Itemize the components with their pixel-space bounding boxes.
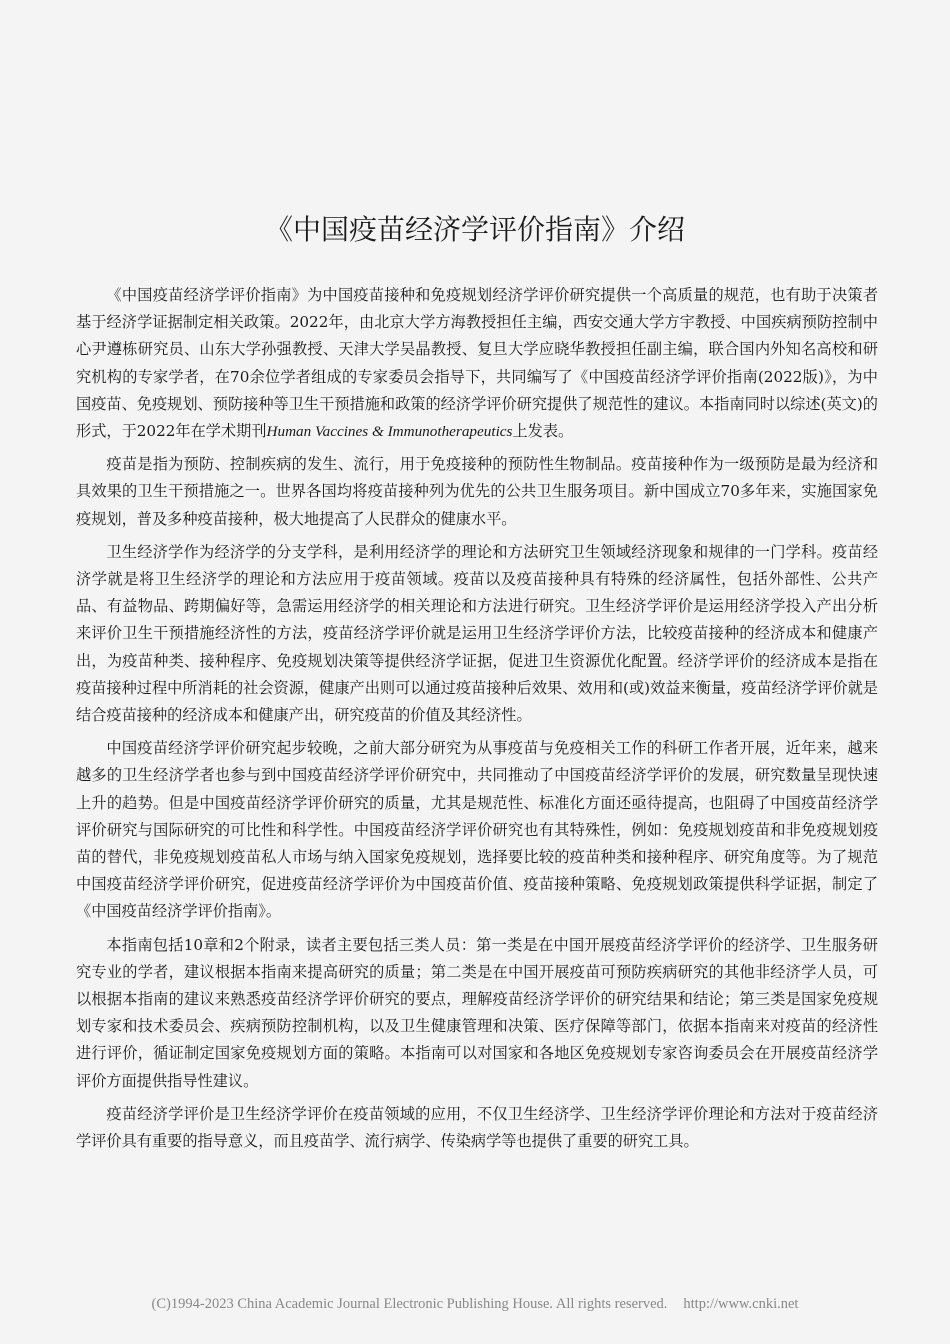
- paragraph-5: 本指南包括10章和2个附录，读者主要包括三类人员：第一类是在中国开展疫苗经济学评价的经济学、卫生服务研究专业的学者，建议根据本指南来提高研究的质量；第二类是在中国开展疫苗可预防疾病研究的其他非经济学人员，可以根据本指南的建议来熟悉疫苗经济学评价研究的要点，理解疫苗经济学评价的研究结果和结论；第三类是国家免疫规划专家和技术委员会、疾病预防控制机构，以及卫生健康管理和决策、医疗保障等部门，依据本指南来对疫苗的经济性进行评价，循证制定国家免疫规划方面的策略。本指南可以对国家和各地区免疫规划专家咨询委员会在开展疫苗经济学评价方面提供指导性建议。: [76, 935, 878, 1090]
- copyright-text: (C)1994-2023 China Academic Journal Electronic Publishing House. All rights reserved.: [151, 1296, 668, 1312]
- journal-name: Human Vaccines & Immunotherapeutics: [266, 423, 513, 441]
- paragraph-2: 疫苗是指为预防、控制疾病的发生、流行，用于免疫接种的预防性生物制品。疫苗接种作为一级预防是最为经济和具效果的卫生干预措施之一。世界各国均将疫苗接种列为优先的公共卫生服务项目。新中国成立70多年来，实施国家免疫规划，普及多种疫苗接种，极大地提高了人民群众的健康水平。: [76, 455, 878, 528]
- paragraph-6: 疫苗经济学评价是卫生经济学评价在疫苗领域的应用，不仅卫生经济学、卫生经济学评价理论和方法对于疫苗经济学评价具有重要的指导意义，而且疫苗学、流行病学、传染病学等也提供了重要的研究工具。: [76, 1104, 878, 1151]
- page-title: 《中国疫苗经济学评价指南》介绍: [264, 213, 685, 246]
- paragraph-1-text: 《中国疫苗经济学评价指南》为中国疫苗接种和免疫规划经济学评价研究提供一个高质量的规范，也有助于决策者基于经济学证据制定相关政策。2022年，由北京大学方海教授担任主编，西安交通大学方宇教授、中国疾病预防控制中心尹遵栋研究员、山东大学孙强教授、天津大学吴晶教授、复旦大学应晓华教授担任副主编，联合国内外知名高校和研究机构的专家学者，在70余位学者组成的专家委员会指导下，共同编写了《中国疫苗经济学评价指南(2022版)》，为中国疫苗、免疫规划、预防接种等卫生干预措施和政策的经济学评价研究提供了规范性的建议。本指南同时以综述(英文)的形式，于2022年在学术期刊: [76, 286, 878, 441]
- paragraph-1: [76, 282, 878, 445]
- article-body: [76, 282, 878, 1161]
- footer-url[interactable]: http://www.cnki.net: [683, 1296, 799, 1312]
- paragraph-1-tail: 上发表。: [512, 422, 574, 441]
- paragraph-3: 卫生经济学作为经济学的分支学科，是利用经济学的理论和方法研究卫生领域经济现象和规律的一门学科。疫苗经济学就是将卫生经济学的理论和方法应用于疫苗领域。疫苗以及疫苗接种具有特殊的经济属性，包括外部性、公共产品、有益物品、跨期偏好等，急需运用经济学的相关理论和方法进行研究。卫生经济学评价是运用经济学投入产出分析来评价卫生干预措施经济性的方法，疫苗经济学评价就是运用卫生经济学评价方法，比较疫苗接种的经济成本和健康产出，为疫苗种类、接种程序、免疫规划决策等提供经济学证据，促进卫生资源优化配置。经济学评价的经济成本是指在疫苗接种过程中所消耗的社会资源，健康产出则可以通过疫苗接种后效果、效用和(或)效益来衡量，疫苗经济学评价就是结合疫苗接种的经济成本和健康产出，研究疫苗的价值及其经济性。: [76, 542, 878, 725]
- paragraph-4: 中国疫苗经济学评价研究起步较晚，之前大部分研究为从事疫苗与免疫相关工作的科研工作者开展，近年来，越来越多的卫生经济学者也参与到中国疫苗经济学评价研究中，共同推动了中国疫苗经济学评价的发展，研究数量呈现快速上升的趋势。但是中国疫苗经济学评价研究的质量，尤其是规范性、标准化方面还亟待提高，也阻碍了中国疫苗经济学评价研究与国际研究的可比性和科学性。中国疫苗经济学评价研究也有其特殊性，例如：免疫规划疫苗和非免疫规划疫苗的替代，非免疫规划疫苗私人市场与纳入国家免疫规划，选择要比较的疫苗种类和接种程序、研究角度等。为了规范中国疫苗经济学评价研究，促进疫苗经济学评价为中国疫苗价值、疫苗接种策略、免疫规划政策提供科学证据，制定了《中国疫苗经济学评价指南》。: [76, 739, 878, 921]
- copyright-footer: [0, 1296, 950, 1313]
